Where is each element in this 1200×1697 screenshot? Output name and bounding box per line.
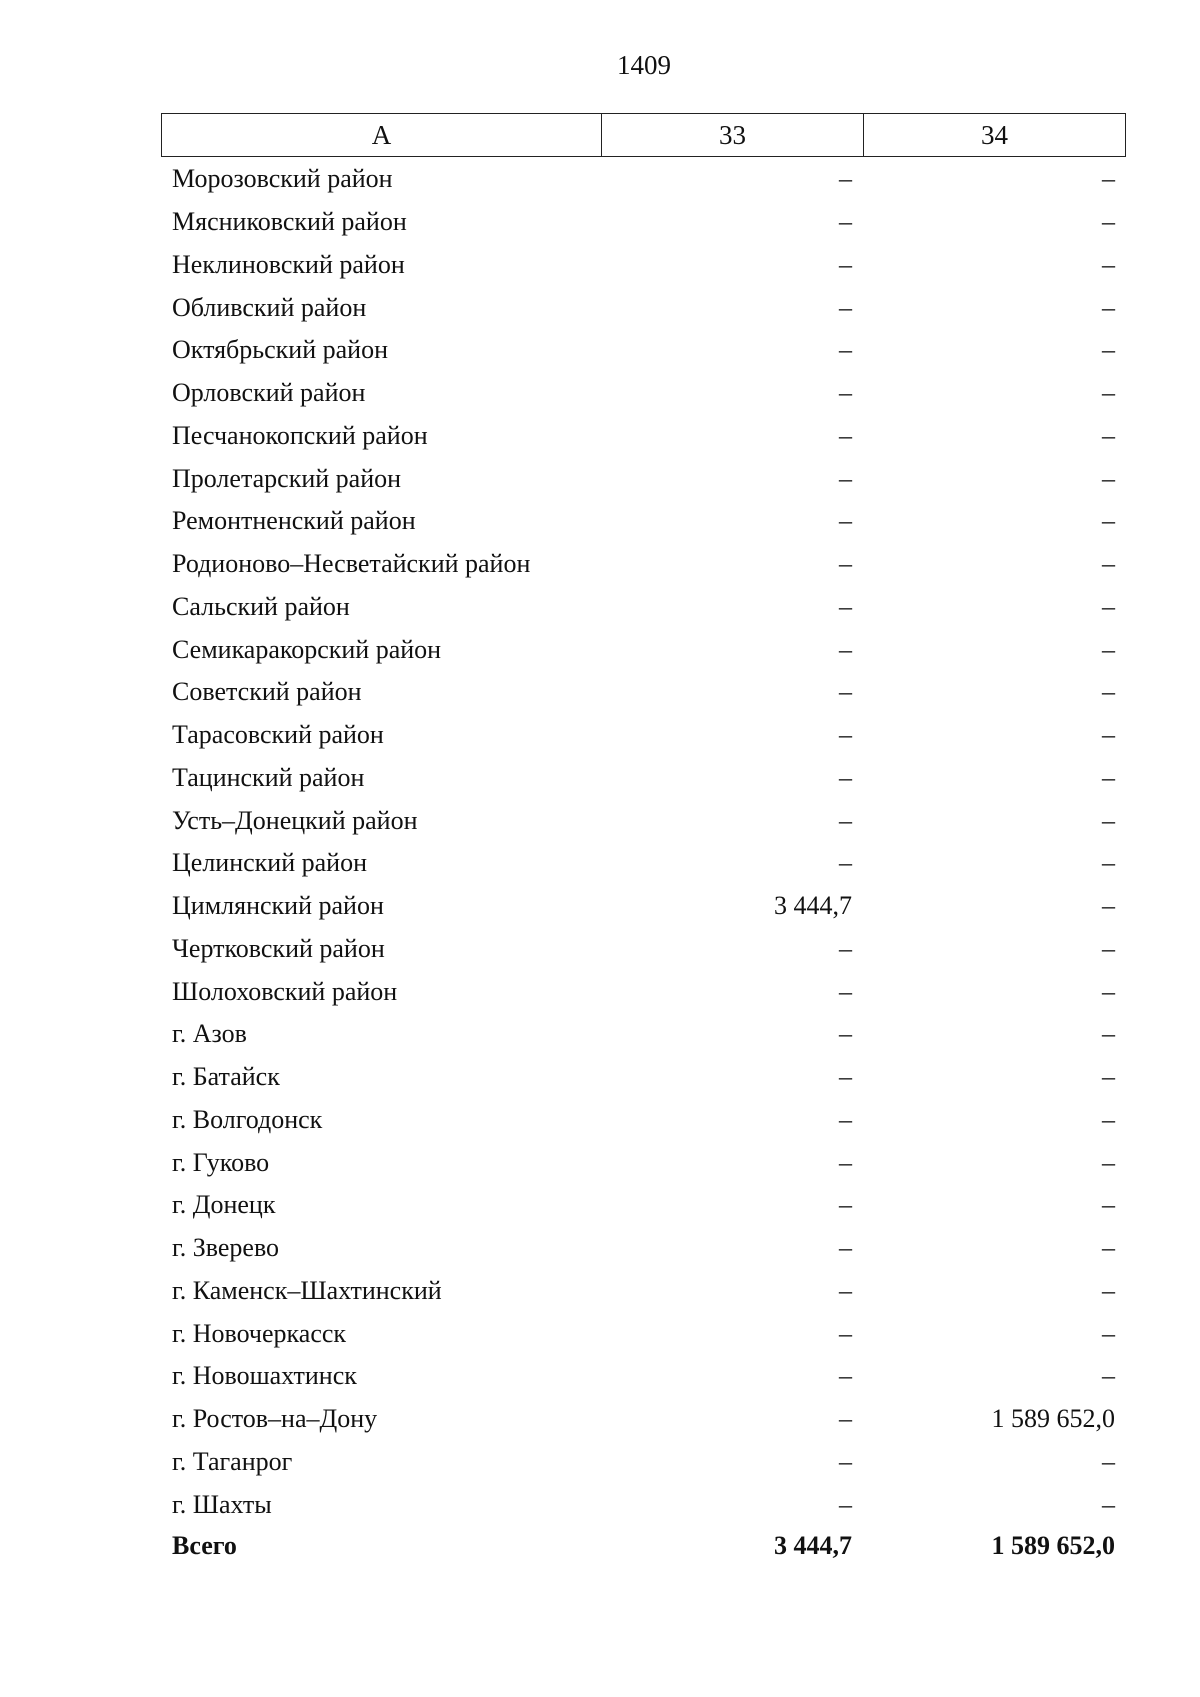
- header-col-a: А: [162, 114, 602, 156]
- row-value-34: –: [1102, 1062, 1115, 1092]
- row-value-33: –: [839, 634, 852, 664]
- row-value-34: –: [1102, 1233, 1115, 1263]
- row-value-33: –: [839, 1147, 852, 1177]
- table-row: [161, 1483, 1126, 1526]
- row-name: Пролетарский район: [172, 463, 402, 493]
- table-body: [161, 158, 1126, 1566]
- row-value-34: –: [1102, 634, 1115, 664]
- table-row: [161, 1141, 1126, 1184]
- row-value-33: –: [839, 549, 852, 579]
- row-value-34: –: [1102, 1361, 1115, 1391]
- row-value-34: –: [1102, 463, 1115, 493]
- row-value-34: –: [1102, 249, 1115, 279]
- table-row: [161, 1227, 1126, 1270]
- row-value-33: –: [839, 207, 852, 237]
- row-name: Цимлянский район: [172, 891, 384, 921]
- table-row: [161, 201, 1126, 244]
- row-value-33: –: [839, 1104, 852, 1134]
- table-row: [161, 1184, 1126, 1227]
- row-name: г. Батайск: [172, 1062, 280, 1092]
- table-row: [161, 158, 1126, 201]
- row-name: г. Волгодонск: [172, 1104, 323, 1134]
- total-value-33: 3 444,7: [774, 1531, 852, 1560]
- table-row: [161, 586, 1126, 629]
- row-name: Советский район: [172, 677, 362, 707]
- row-value-33: –: [839, 1019, 852, 1049]
- row-value-34: –: [1102, 549, 1115, 579]
- header-col-34: 34: [981, 119, 1008, 150]
- row-name: г. Донецк: [172, 1190, 276, 1220]
- row-value-33: –: [839, 506, 852, 536]
- table-row: [161, 244, 1126, 287]
- row-value-34: –: [1102, 378, 1115, 408]
- row-value-33: –: [839, 335, 852, 365]
- row-name: г. Гуково: [172, 1147, 270, 1177]
- row-value-34: –: [1102, 677, 1115, 707]
- row-name: Сальский район: [172, 591, 350, 621]
- row-value-34: –: [1102, 891, 1115, 921]
- row-name: Тарасовский район: [172, 720, 384, 750]
- row-value-34: –: [1102, 335, 1115, 365]
- table-row: [161, 1441, 1126, 1484]
- row-value-33: –: [839, 463, 852, 493]
- row-value-34: –: [1102, 506, 1115, 536]
- row-name: Тацинский район: [172, 762, 365, 792]
- table-row: [161, 1355, 1126, 1398]
- row-name: Родионово–Несветайский район: [172, 549, 531, 579]
- row-value-34: –: [1102, 805, 1115, 835]
- row-value-34: –: [1102, 1489, 1115, 1519]
- row-name: Целинский район: [172, 848, 367, 878]
- row-value-34: –: [1102, 420, 1115, 450]
- table-row: [161, 286, 1126, 329]
- table-header: [161, 113, 1126, 157]
- total-row: [161, 1526, 1126, 1566]
- row-value-33: –: [839, 420, 852, 450]
- row-name: Чертковский район: [172, 933, 385, 963]
- table-row: [161, 543, 1126, 586]
- row-value-34: –: [1102, 976, 1115, 1006]
- row-value-33: –: [839, 1318, 852, 1348]
- table-row: [161, 1099, 1126, 1142]
- row-name: Морозовский район: [172, 164, 393, 194]
- row-value-33: –: [839, 1275, 852, 1305]
- table-row: [161, 970, 1126, 1013]
- row-value-33: –: [839, 976, 852, 1006]
- table-row: [161, 799, 1126, 842]
- row-value-33: –: [839, 1233, 852, 1263]
- row-value-34: –: [1102, 591, 1115, 621]
- row-value-33: –: [839, 292, 852, 322]
- row-name: г. Азов: [172, 1019, 247, 1049]
- total-value-34: 1 589 652,0: [991, 1531, 1115, 1560]
- table-row: [161, 1013, 1126, 1056]
- row-value-34: –: [1102, 720, 1115, 750]
- table-row: [161, 372, 1126, 415]
- row-value-33: –: [839, 164, 852, 194]
- row-value-33: –: [839, 933, 852, 963]
- row-value-33: –: [839, 762, 852, 792]
- row-name: Усть–Донецкий район: [172, 805, 418, 835]
- row-name: Семикаракорский район: [172, 634, 442, 664]
- page-number: 1409: [617, 50, 671, 80]
- row-value-34: –: [1102, 1104, 1115, 1134]
- row-value-33: –: [839, 1062, 852, 1092]
- row-name: г. Таганрог: [172, 1446, 293, 1476]
- row-value-34: –: [1102, 1275, 1115, 1305]
- table-row: [161, 671, 1126, 714]
- row-value-34: –: [1102, 762, 1115, 792]
- total-label: Всего: [172, 1531, 237, 1560]
- row-value-33: –: [839, 249, 852, 279]
- row-name: Октябрьский район: [172, 335, 388, 365]
- row-name: Песчанокопский район: [172, 420, 428, 450]
- table-row: [161, 329, 1126, 372]
- row-name: г. Шахты: [172, 1489, 272, 1519]
- row-value-33: –: [839, 805, 852, 835]
- table-row: [161, 628, 1126, 671]
- row-name: Орловский район: [172, 378, 366, 408]
- table-row: [161, 500, 1126, 543]
- table-row: [161, 1398, 1126, 1441]
- row-value-34: –: [1102, 1318, 1115, 1348]
- table-row: [161, 757, 1126, 800]
- table-row: [161, 928, 1126, 971]
- row-value-33: –: [839, 1489, 852, 1519]
- row-name: Ремонтненский район: [172, 506, 416, 536]
- row-value-34: –: [1102, 1019, 1115, 1049]
- table-row: [161, 415, 1126, 458]
- row-name: Шолоховский район: [172, 976, 398, 1006]
- row-value-33: –: [839, 1446, 852, 1476]
- row-value-33: –: [839, 1190, 852, 1220]
- row-name: г. Новошахтинск: [172, 1361, 357, 1391]
- row-value-34: –: [1102, 292, 1115, 322]
- row-name: г. Каменск–Шахтинский: [172, 1275, 442, 1305]
- row-name: г. Новочеркасск: [172, 1318, 347, 1348]
- row-name: г. Зверево: [172, 1233, 280, 1263]
- row-value-33: –: [839, 1404, 852, 1434]
- row-name: Мясниковский район: [172, 207, 407, 237]
- row-value-34: 1 589 652,0: [991, 1404, 1115, 1434]
- row-name: Обливский район: [172, 292, 367, 322]
- header-col-33: 33: [602, 114, 864, 156]
- table-row: [161, 1312, 1126, 1355]
- table-row: [161, 842, 1126, 885]
- table-row: [161, 714, 1126, 757]
- table-row: [161, 1270, 1126, 1313]
- row-value-33: 3 444,7: [774, 891, 852, 921]
- table-row: [161, 885, 1126, 928]
- row-value-34: –: [1102, 207, 1115, 237]
- table-row: [161, 457, 1126, 500]
- row-value-33: –: [839, 378, 852, 408]
- row-value-34: –: [1102, 164, 1115, 194]
- row-value-34: –: [1102, 1190, 1115, 1220]
- row-value-34: –: [1102, 848, 1115, 878]
- row-name: Неклиновский район: [172, 249, 405, 279]
- row-value-34: –: [1102, 933, 1115, 963]
- row-name: г. Ростов–на–Дону: [172, 1404, 378, 1434]
- table-row: [161, 1056, 1126, 1099]
- row-value-34: –: [1102, 1147, 1115, 1177]
- row-value-33: –: [839, 1361, 852, 1391]
- row-value-33: –: [839, 848, 852, 878]
- row-value-34: –: [1102, 1446, 1115, 1476]
- row-value-33: –: [839, 591, 852, 621]
- row-value-33: –: [839, 720, 852, 750]
- row-value-33: –: [839, 677, 852, 707]
